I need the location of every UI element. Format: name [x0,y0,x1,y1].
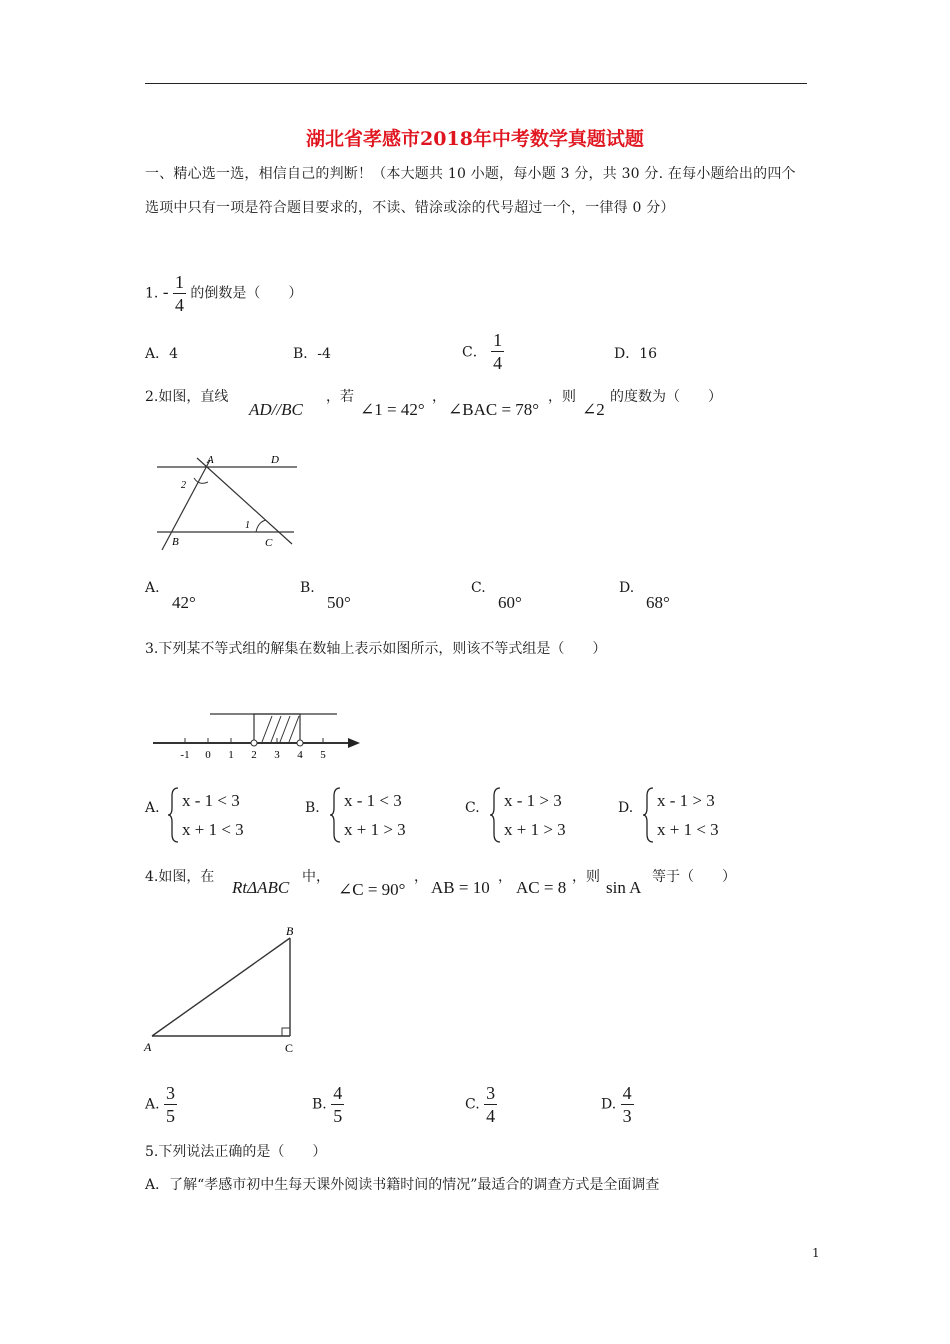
question-5: 5.下列说法正确的是（ ） [145,1144,327,1160]
q4-option-a[interactable]: A. $\frac{3}{5}$ [145,1083,176,1126]
q2-option-c[interactable]: 60° [498,593,522,612]
header-rule [145,83,807,84]
q3-option-c[interactable]: x - 1 > 3 x + 1 > 3 [504,791,566,839]
fraction-numerator: 1 [174,272,184,292]
tick-label: 0 [205,749,211,761]
right-angle-mark [282,1028,290,1036]
brace-icon [488,786,502,848]
section-intro: 一、精心选一选，相信自己的判断！（本大题共 10 小题，每小题 3 分，共 30 分. 在每小题给出的四个选项中只有一项是符合题目要求的，不读、错涂或涂的代号超过一个，一律得 0 分） [145,166,796,216]
question-2-text: ，则 [548,389,576,405]
angle-1-arc [256,520,266,532]
math-rt-triangle: RtΔABC [232,878,290,897]
q3-option-a-label[interactable]: A. [145,800,160,816]
q3-option-d-label[interactable]: D. [618,800,634,816]
label-b: B [172,536,179,548]
tick-label: -1 [180,749,190,761]
question-1 [145,271,302,316]
tick-label: 5 [320,749,326,761]
page-title: 湖北省孝感市2018年中考数学真题试题 [306,128,644,150]
math-ad-parallel-bc: AD//BC [249,400,303,419]
q2-figure [152,448,302,557]
math-sin-a: sin A [606,878,642,897]
math-ac: AC = 8 [516,878,567,897]
axis-arrow [348,738,360,748]
question-4-prefix: 4.如图，在 [145,869,215,885]
fraction: $\frac{1}{4}$ [493,330,503,373]
q2-option-a-label[interactable]: A. [145,580,160,596]
q3-option-a[interactable]: x - 1 < 3 x + 1 < 3 [182,791,244,839]
q4-option-c[interactable]: C. $\frac{3}{4}$ [465,1083,496,1126]
fraction-denominator: 4 [174,295,184,315]
line-ac [197,458,292,544]
question-4-text: ， [414,869,428,885]
tick-label: 3 [274,749,280,761]
q1-option-b[interactable]: B．-4 [293,346,331,362]
fraction: $\frac{3}{4}$ [486,1083,496,1126]
question-text: 的倒数是（ ） [190,285,303,302]
label-b: B [286,924,294,938]
label-c: C [265,537,273,549]
brace-icon [641,786,655,848]
q2-option-d-label[interactable]: D. [619,580,635,596]
q1-option-a[interactable]: A．4 [145,346,179,362]
q2-option-b[interactable]: 50° [327,593,351,612]
question-4-text: ， [498,869,512,885]
tick-label: 1 [228,749,234,761]
angle-2-arc [194,478,208,483]
open-point-2 [251,740,257,746]
q3-option-c-label[interactable]: C. [465,800,480,816]
fraction: $\frac{3}{5}$ [166,1083,176,1126]
minus-sign: - [162,282,169,302]
q3-number-line [150,705,365,769]
question-4-text: ，则 [572,869,600,885]
question-4-text: 等于（ ） [652,869,736,885]
side-ab [152,938,290,1036]
q3-option-d[interactable]: x - 1 > 3 x + 1 < 3 [657,791,719,839]
q4-option-b[interactable]: B. $\frac{4}{5}$ [312,1083,343,1126]
q5-option-a[interactable]: A．了解“孝感市初中生每天课外阅读书籍时间的情况”最适合的调查方式是全面调查 [145,1177,660,1193]
brace-icon [328,786,342,848]
math-angle-1: ∠1 = 42° [360,400,425,419]
q2-option-a[interactable]: 42° [172,593,196,612]
question-3: 3.下列某不等式组的解集在数轴上表示如图所示，则该不等式组是（ ） [145,641,607,657]
label-a: A [207,454,214,466]
q2-option-c-label[interactable]: C. [471,580,486,596]
question-2-text: 的度数为（ ） [610,389,722,405]
q2-option-b-label[interactable]: B. [300,580,315,596]
question-2-prefix: 2.如图，直线 [145,389,229,405]
q3-option-b[interactable]: x - 1 < 3 x + 1 > 3 [344,791,406,839]
label-1: 1 [245,520,250,531]
fraction: $\frac{4}{5}$ [333,1083,343,1126]
brace-icon [166,786,180,848]
question-2-text: ， [432,389,446,405]
q4-option-d[interactable]: D. $\frac{4}{3}$ [601,1083,632,1126]
tick-label: 2 [251,749,257,761]
page-number: 1 [812,1246,820,1260]
q3-option-b-label[interactable]: B. [305,800,320,816]
tick-label: 4 [297,749,303,761]
q4-figure [140,920,310,1064]
label-c: C [285,1041,294,1055]
question-number: 1. [145,285,159,302]
math-angle-2: ∠2 [582,400,605,419]
label-a: A [144,1040,152,1054]
math-angle-bac: ∠BAC = 78° [448,400,540,419]
question-4-text: 中， [302,869,330,885]
q2-option-d[interactable]: 68° [646,593,670,612]
fraction: $\frac{4}{3}$ [622,1083,632,1126]
fraction [173,271,186,316]
q1-option-c[interactable]: C． $\frac{1}{4}$ [462,330,503,373]
math-ab: AB = 10 [431,878,490,897]
math-angle-c: ∠C = 90° [338,880,406,899]
open-point-4 [297,740,303,746]
label-2: 2 [181,480,186,491]
line-ab [162,460,210,550]
q1-option-d[interactable]: D．16 [614,346,658,362]
question-2-text: ，若 [326,389,354,405]
label-d: D [271,454,279,466]
